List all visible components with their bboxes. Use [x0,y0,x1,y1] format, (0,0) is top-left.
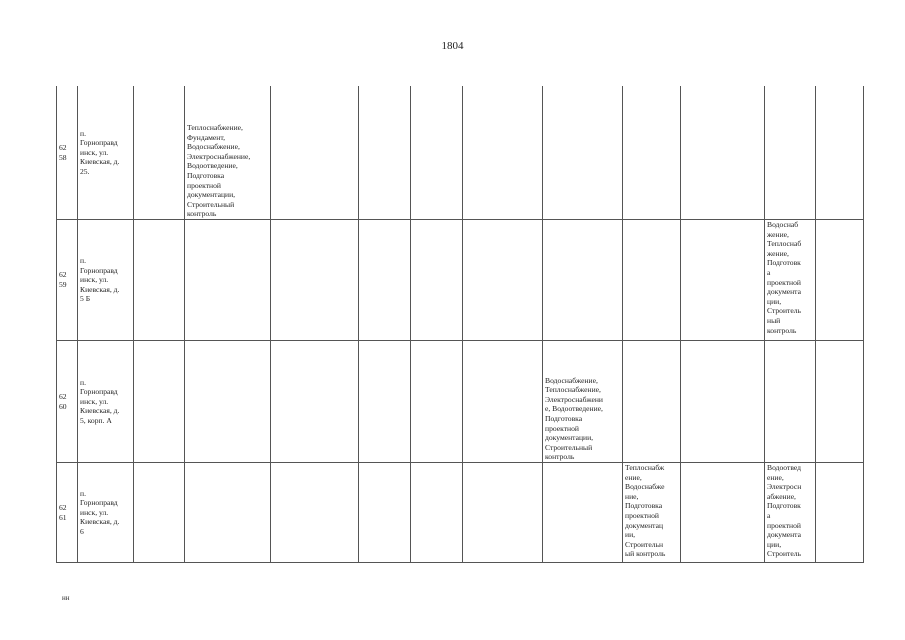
empty-cell [271,220,359,341]
empty-cell [816,341,864,463]
works-cell: Водоснабжение, Теплоснабжение, Электроснабжени е, Водоотведение, Подготовка проектной документации, Строительный контроль [543,341,623,463]
table-row [57,86,864,220]
empty-cell [359,86,411,220]
register-table [56,86,864,563]
page-number: 1804 [441,40,464,52]
empty-cell [134,463,185,563]
empty-cell [623,220,681,341]
empty-cell [185,463,271,563]
empty-cell [463,220,543,341]
works-cell: Водоснаб жение, Теплоснаб жение, Подготовк а проектной документа ции, Строитель ный контроль [765,220,816,341]
empty-cell [134,86,185,220]
address-cell: п. Горноправд инск, ул. Киевская, д. 5, корп. А [78,341,134,463]
empty-cell [185,341,271,463]
empty-cell [816,220,864,341]
empty-cell [623,341,681,463]
empty-cell [681,463,765,563]
empty-cell [359,220,411,341]
empty-cell [359,463,411,563]
row-number: 62 58 [57,86,78,220]
address-cell: п. Горноправд инск, ул. Киевская, д. 5 Б [78,220,134,341]
address-cell: п. Горноправд инск, ул. Киевская, д. 6 [78,463,134,563]
empty-cell [681,341,765,463]
empty-cell [271,341,359,463]
empty-cell [411,463,463,563]
row-number: 62 61 [57,463,78,563]
empty-cell [134,220,185,341]
empty-cell [463,86,543,220]
works-cell: Теплоснабж ение, Водоснабже ние, Подготовка проектной документац ии, Строительн ый контроль [623,463,681,563]
empty-cell [543,86,623,220]
empty-cell [681,220,765,341]
row-number: 62 60 [57,341,78,463]
empty-cell [463,463,543,563]
empty-cell [411,86,463,220]
empty-cell [411,220,463,341]
works-cell: Теплоснабжение, Фундамент, Водоснабжение, Электроснабжение, Водоотведение, Подготовка проектной документации, Строительный контроль [185,86,271,220]
empty-cell [681,86,765,220]
row-number: 62 59 [57,220,78,341]
footer-mark: нн [62,594,70,602]
address-cell: п. Горноправд инск, ул. Киевская, д. 25. [78,86,134,220]
empty-cell [623,86,681,220]
empty-cell [134,341,185,463]
empty-cell [271,86,359,220]
table-row [57,463,864,563]
empty-cell [543,463,623,563]
empty-cell [411,341,463,463]
empty-cell [816,463,864,563]
empty-cell [816,86,864,220]
empty-cell [543,220,623,341]
empty-cell [185,220,271,341]
table-row [57,220,864,341]
table-row [57,341,864,463]
empty-cell [271,463,359,563]
empty-cell [765,86,816,220]
works-cell: Водоотвед ение, Электросн абжение, Подготовк а проектной документа ции, Строитель [765,463,816,563]
empty-cell [359,341,411,463]
empty-cell [463,341,543,463]
empty-cell [765,341,816,463]
